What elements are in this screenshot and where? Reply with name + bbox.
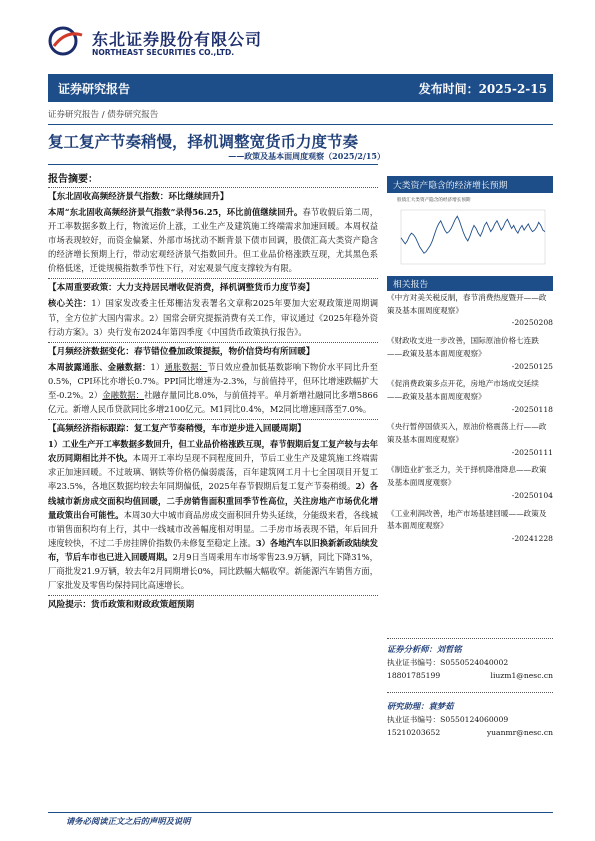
related-report-title[interactable]: 《工业利润改善，地产市场基建回暖——政策及基本面周度观察》	[387, 508, 547, 531]
section-heading: 【高频经济指标跟踪：复工复产节奏稍慢，车市逆步进入回暖周期】	[48, 424, 306, 435]
section-heading: 【月频经济数据变化：春节错位叠加政策提振，物价信贷均有所回暖】	[48, 346, 315, 357]
section-body	[48, 205, 378, 275]
related-report-title[interactable]: 《中方对美关税反制，春节消费热度暨开——政策及基本面周度观察》	[387, 293, 547, 315]
analyst-phone: 18801785199	[387, 670, 441, 680]
related-report-date: -20250111	[511, 447, 553, 457]
assistant-label: 研究助理：袁梦茹	[387, 701, 454, 712]
footer-disclaimer[interactable]: 请务必阅读正文之后的声明及说明	[66, 816, 191, 826]
related-report-title[interactable]: 《制造业扩张乏力，关于择机降准降息——政策及基本面周度观察》	[387, 465, 547, 488]
related-reports	[387, 292, 553, 551]
summary-section	[48, 342, 378, 416]
section-body	[48, 296, 378, 338]
chart-header: 大类资产隐含的经济增长预期	[393, 181, 508, 191]
section-body	[48, 437, 378, 592]
related-report-date: -20250208	[511, 318, 553, 328]
assistant-email[interactable]: yuanmr@nesc.cn	[486, 727, 553, 737]
summary-label: 报告摘要：	[48, 174, 98, 185]
page-subtitle: ——政策及基本面周度观察（2025/2/15）	[228, 151, 385, 161]
text-run: 核心关注：	[48, 298, 92, 309]
text-run: 社融存量同比8.0%，与前值持平。单月新增社融同比多增5866亿元。新增人民币贷款同比多增2100亿元。M1同比0.4%，M2同比增速回落至7.0%。	[48, 389, 378, 415]
company-name-en: NORTHEAST SECURITIES CO.,LTD.	[92, 48, 235, 57]
text-run: 金融数据：	[102, 389, 144, 400]
text-run: 节日效应叠加低基数影响下物价水平同比升至0.5%，CPI环比亦增长0.7%。PPI同比增速为-2.3%，与前值持平，但环比增速跌幅扩大至-0.2%。2）	[48, 361, 378, 400]
divider	[48, 812, 553, 813]
related-report-date: -20250104	[511, 490, 553, 500]
summary-section	[48, 278, 378, 338]
page-title: 复工复产节奏稍慢，择机调整宽货币力度节奏	[48, 132, 359, 151]
text-run: 2月9日当周乘用车市场零售23.9万辆，同比下降31%，厂商批发21.9万辆，较去年2月同期增长0%，同比跌幅大幅收窄。新能源汽车销售方面，厂家批发及零售均保持同比高速增长。	[48, 551, 378, 591]
analyst-email[interactable]: liuzm1@nesc.cn	[490, 670, 553, 680]
analyst-label: 证券分析师：刘哲铭	[387, 644, 462, 654]
company-name-cn: 东北证券股份有限公司	[92, 30, 263, 49]
text-run: 本周“东北固收高频经济景气指数”录得56.25，环比前值继续回升。	[48, 207, 303, 217]
related-report-date: -20250118	[511, 404, 553, 414]
text-run: 本周开工率均呈现不同程度回升，节后工业生产及建筑施工终端需求正加速回暖。不过玻璃、钢铁等价格仍偏弱震荡，百年建筑网工月十七全国项目开复工率23.5%，各地区数据均较去年同期偏低，2025年春节假期后复工复产节奏稍缓。	[48, 453, 378, 492]
growth-expectation-chart	[393, 196, 553, 272]
series-line	[401, 216, 545, 253]
report-type: 证券研究报告	[58, 82, 131, 96]
section-body	[48, 360, 378, 416]
text-run: 1）国家发改委主任郑栅洁发表署名文章称2025年要加大宏观政策逆周期调节，全方位扩大国内需求。2）国常会研究提振消费有关工作，审议通过《2025年稳外资行动方案》。3）央行发布2024年第四季度《中国货币政策执行报告》。	[48, 298, 378, 337]
summary-section	[48, 419, 378, 592]
text-run: 1）	[150, 361, 165, 372]
text-run: 春节收假后第二周，开工率数据多数上行，物流运价上涨，工业生产及建筑施工终端需求加速回暖。本周权益市场表现较好，而资金偏紧、外部市场扰动不断背景下债市回调，股债汇高大类资产隐含的经济增长预期上行，带动宏观经济景气指数回升。但工业品价格涨跌互现，尤其黑色系价格低迷，迁徙规模指数季节性下行，对宏观景气度支撑较为有限。	[48, 207, 378, 274]
text-run: 通胀数据：	[164, 361, 208, 372]
section-heading: 【本周重要政策：大力支持居民增收促消费，择机调整货币力度节奏】	[48, 283, 315, 294]
text-run: 本周披露通胀、金融数据：	[48, 361, 151, 372]
risk-warning: 风险提示：货币政策和财政政策超预期	[48, 595, 378, 613]
related-report-date: -20241228	[511, 533, 553, 543]
related-report-title[interactable]: 《财政收支进一步改善，国际原油价格七连跌——政策及基本面周度观察》	[387, 336, 539, 358]
divider	[48, 164, 378, 165]
analyst-info	[387, 638, 553, 739]
related-report-date: -20250125	[511, 361, 553, 371]
text-run: 1）工业生产开工率数据多数回升，但工业品价格涨跌互现，春节假期后复工复产较与去年农历同期相比并不快。	[48, 439, 378, 464]
text-run: 3）各地汽车以旧换新新政陆续发布，节后车市也已进入回暖周期。	[48, 537, 378, 562]
breadcrumb: 证券研究报告 / 债券研究报告	[48, 110, 159, 120]
related-header: 相关报告	[393, 280, 429, 290]
plot-area	[401, 210, 545, 264]
section-heading: 【东北固收高频经济景气指数：环比继续回升】	[48, 192, 229, 202]
related-report-title[interactable]: 《促消费政策多点开花，房地产市场成交延续——政策及基本面周度观察》	[387, 379, 539, 401]
publish-date: 发布时间：2025-2-15	[418, 82, 547, 96]
text-run: 本周30大中城市商品房成交面积回升势头延续，分能级来看，各线城市销售面积均有上行，其中一线城市改善幅度相对明显。二手房市场表现不错，年后回升速度较快，不过二手房挂牌价指数仍未修复至稳定上涨。	[48, 509, 378, 548]
divider	[48, 124, 553, 125]
assistant-phone: 15210203652	[387, 727, 441, 737]
company-logo	[48, 26, 84, 56]
summary-section	[48, 187, 378, 275]
related-report-title[interactable]: 《央行暂停国债买入，原油价格震荡上行——政策及基本面周度观察》	[387, 422, 547, 445]
text-run: 2）各线城市新房成交面积均值回暖，二手房销售面积重回季节性高位，关注房地产市场优化增量政策出台可能性。	[48, 481, 378, 520]
divider	[387, 682, 553, 693]
report-summary	[48, 184, 378, 613]
chart-title: 股债汇大类资产隐含的经济增长预期	[397, 198, 471, 203]
assistant-cert: 执业证书编号：S0550124060009	[387, 715, 509, 725]
analyst-cert: 执业证书编号：S0550524040002	[387, 658, 509, 667]
